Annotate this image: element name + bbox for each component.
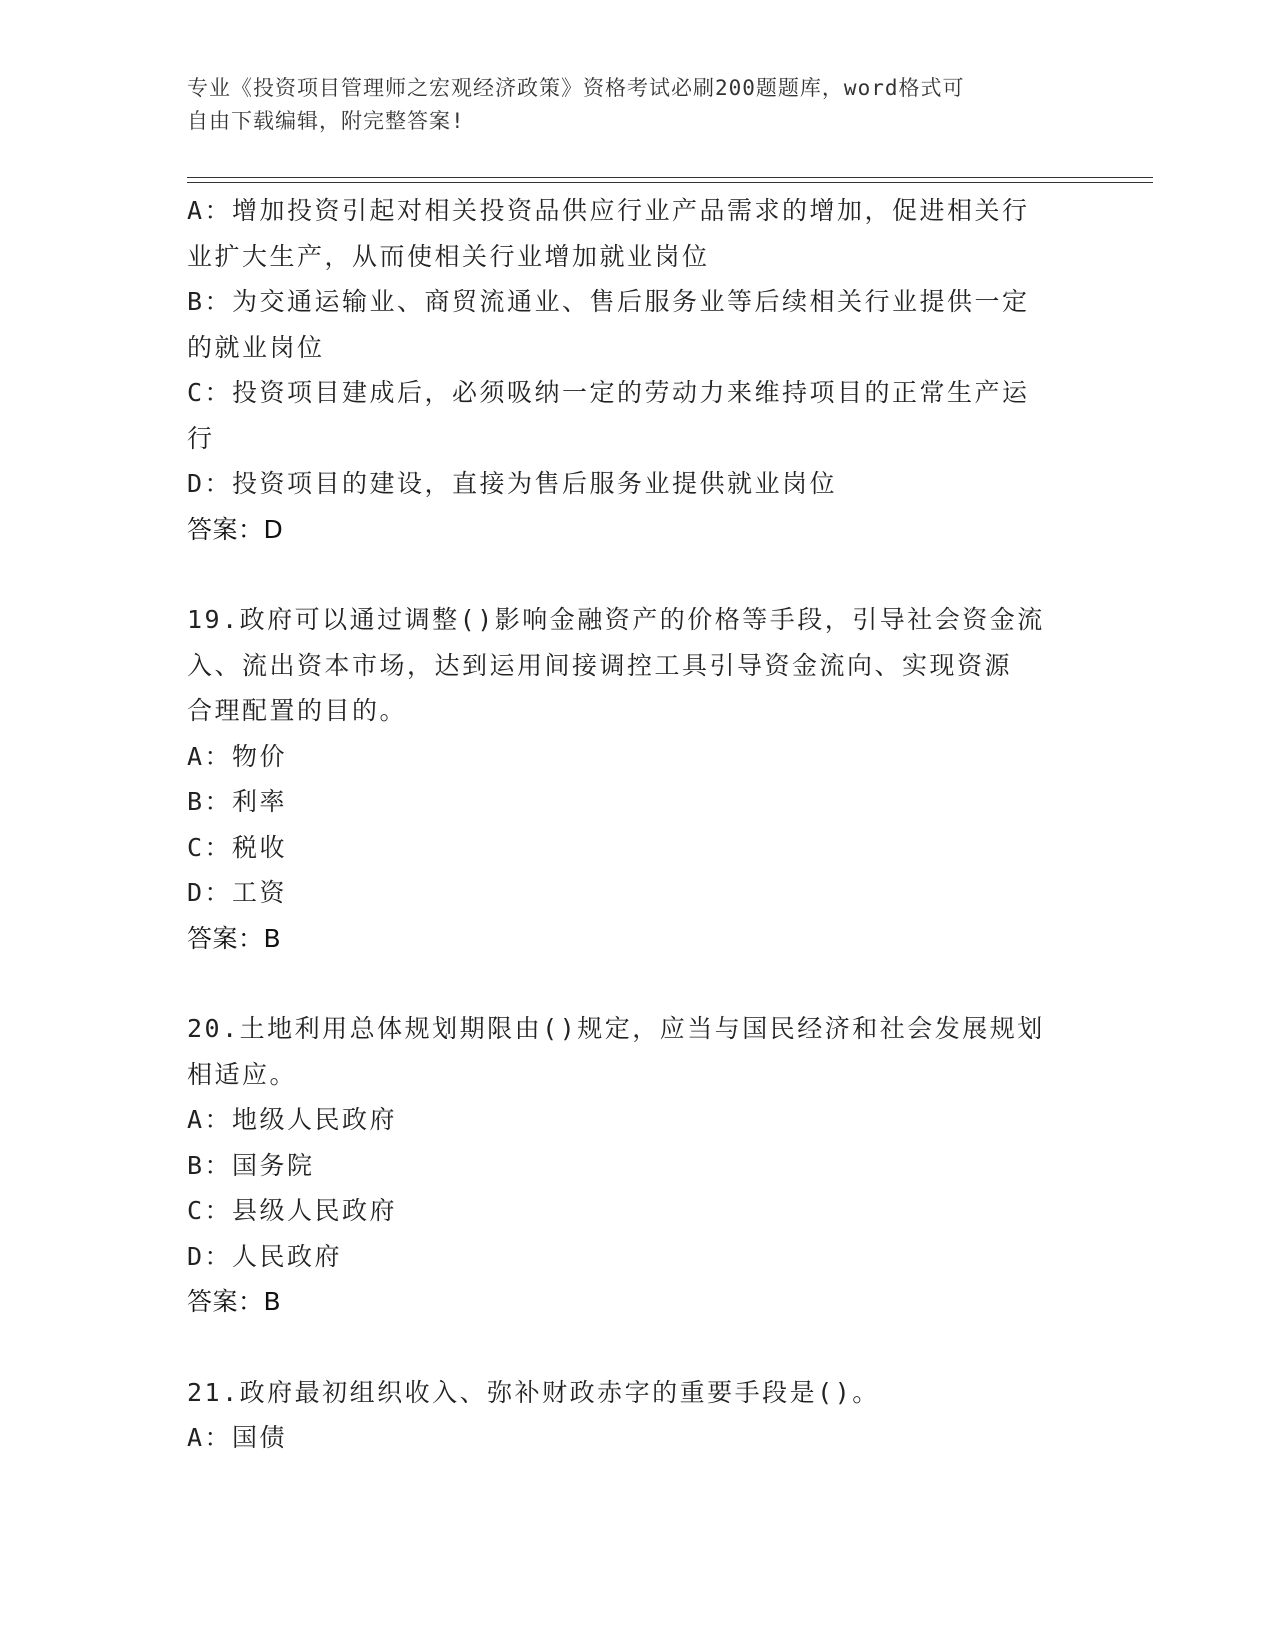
q20-option-a: A：地级人民政府 [187,1105,398,1134]
q18-option-c-line-2: 行 [187,423,215,453]
q20-stem-line-2: 相适应。 [187,1059,298,1089]
q18-option-b-line-2: 的就业岗位 [187,332,325,362]
q20-stem-line-1: 20.土地利用总体规划期限由()规定，应当与国民经济和社会发展规划 [187,1014,1045,1043]
q19-stem-line-3: 合理配置的目的。 [187,696,408,725]
question-20-block [187,1006,1077,1325]
q18-option-d: D：投资项目的建设，直接为售后服务业提供就业岗位 [187,469,838,498]
q18-answer: 答案：D [187,514,284,544]
question-21-block [187,1370,1077,1461]
q19-stem-line-1: 19.政府可以通过调整()影响金融资产的价格等手段，引导社会资金流 [187,605,1045,634]
header-rule-top [187,177,1153,178]
q18-option-a-line-2: 业扩大生产，从而使相关行业增加就业岗位 [187,241,710,271]
q18-option-b-line-1: B：为交通运输业、商贸流通业、售后服务业等后续相关行业提供一定 [187,287,1030,316]
spacer [187,552,1077,597]
header-line-1: 专业《投资项目管理师之宏观经济政策》资格考试必刷200题题库，word格式可 [187,76,965,100]
q19-stem-line-2: 入、流出资本市场，达到运用间接调控工具引导资金流向、实现资源 [187,650,1013,680]
q18-option-c-line-1: C：投资项目建成后，必须吸纳一定的劳动力来维持项目的正常生产运 [187,378,1030,407]
q20-answer: 答案：B [187,1287,282,1316]
spacer [187,961,1077,1006]
question-content [187,188,1077,1461]
q21-stem-line-1: 21.政府最初组织收入、弥补财政赤字的重要手段是()。 [187,1377,880,1407]
question-19-block [187,597,1077,961]
q19-option-a: A：物价 [187,741,288,771]
header-rule-bottom [187,182,1153,183]
header-line-2: 自由下载编辑，附完整答案! [187,109,465,133]
q20-option-d: D：人民政府 [187,1241,343,1271]
q20-option-b: B：国务院 [187,1150,315,1180]
q21-option-a: A：国债 [187,1423,288,1452]
q18-option-a-line-1: A：增加投资引起对相关投资品供应行业产品需求的增加，促进相关行 [187,196,1030,225]
document-header [187,72,1067,138]
question-18-block [187,188,1077,552]
q19-option-c: C：税收 [187,832,288,862]
q19-option-b: B：利率 [187,787,288,816]
q19-option-d: D：工资 [187,878,288,907]
spacer [187,1325,1077,1370]
q20-option-c: C：县级人民政府 [187,1196,398,1225]
q19-answer: 答案：B [187,923,282,953]
